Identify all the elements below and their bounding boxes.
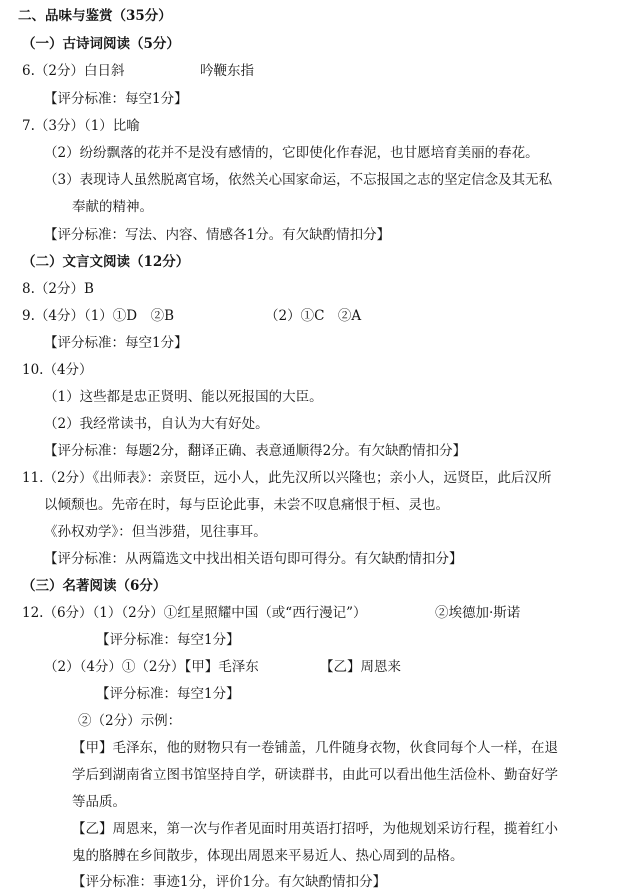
q10-rubric: 【评分标准：每题2分，翻译正确、表意通顺得2分。有欠缺酌情扣分】	[44, 443, 467, 459]
q12-line1a: 12.（6分）（1）（2分）①红星照耀中国（或“西行漫记”）	[22, 605, 367, 621]
q12-rubric3: 【评分标准：事迹1分，评价1分。有欠缺酌情扣分】	[72, 874, 387, 890]
q11-rubric: 【评分标准：从两篇选文中找出相关语句即可得分。有欠缺酌情扣分】	[44, 551, 463, 567]
q6-answer2: 吟鞭东指	[200, 63, 254, 79]
q9-sub1: 9.（4分）（1）①D ②B	[22, 308, 175, 324]
q12-jia-line3: 等品质。	[72, 794, 126, 810]
q12-line2a: （2）（4分）①（2分）【甲】毛泽东	[44, 659, 259, 675]
q7-line1: 7.（3分）（1）比喻	[22, 118, 140, 134]
q12-jia-line1: 【甲】毛泽东，他的财物只有一卷铺盖，几件随身衣物，伙食同每个人一样，在退	[72, 740, 558, 756]
q7-line3: （3）表现诗人虽然脱离官场，依然关心国家命运，不忘报国之志的坚定信念及其无私	[44, 172, 553, 188]
q7-line4: 奉献的精神。	[72, 199, 153, 215]
q11-line1: 11.（2分）《出师表》：亲贤臣，远小人，此先汉所以兴隆也；亲小人，远贤臣，此后汉所	[22, 470, 552, 486]
q11-line3: 《孙权劝学》：但当涉猎，见往事耳。	[44, 524, 267, 540]
q12-line1b: ②埃德加·斯诺	[435, 605, 521, 621]
q12-example-head: ②（2分）示例：	[78, 713, 182, 729]
q12-jia-line2: 学后到湖南省立图书馆坚持自学，研读群书，由此可以看出他生活俭朴、勤奋好学	[72, 767, 558, 783]
q10-line1: （1）这些都是忠正贤明、能以死报国的大臣。	[44, 389, 323, 405]
q12-yi-line2: 鬼的胳膊在乡间散步，体现出周恩来平易近人、热心周到的品格。	[72, 848, 464, 864]
q12-rubric1: 【评分标准：每空1分】	[96, 632, 240, 648]
q10-line2: （2）我经常读书，自认为大有好处。	[44, 416, 269, 432]
q7-rubric: 【评分标准：写法、内容、情感各1分。有欠缺酌情扣分】	[44, 227, 391, 243]
q11-line2: 以倾颓也。先帝在时，每与臣论此事，未尝不叹息痛恨于桓、灵也。	[44, 497, 449, 513]
part1-title: （一）古诗词阅读（5分）	[22, 36, 180, 52]
q9-rubric: 【评分标准：每空1分】	[44, 335, 188, 351]
part3-title: （三）名著阅读（6分）	[22, 578, 167, 594]
q6-rubric: 【评分标准：每空1分】	[44, 91, 188, 107]
q12-line2b: 【乙】周恩来	[320, 659, 401, 675]
q10-stem: 10.（4分）	[22, 362, 93, 378]
q12-yi-line1: 【乙】周恩来，第一次与作者见面时用英语打招呼，为他规划采访行程，揽着红小	[72, 821, 558, 837]
q9-sub2: （2）①C ②A	[265, 308, 362, 324]
section-title: 二、品味与鉴赏（35分）	[18, 8, 172, 24]
q6-stem: 6.（2分）白日斜	[22, 63, 125, 79]
q12-rubric2: 【评分标准：每空1分】	[96, 686, 240, 702]
q8-answer: 8.（2分）B	[22, 281, 94, 297]
part2-title: （二）文言文阅读（12分）	[22, 254, 190, 270]
q7-line2: （2）纷纷飘落的花并不是没有感情的，它即使化作春泥，也甘愿培育美丽的春花。	[44, 145, 539, 161]
